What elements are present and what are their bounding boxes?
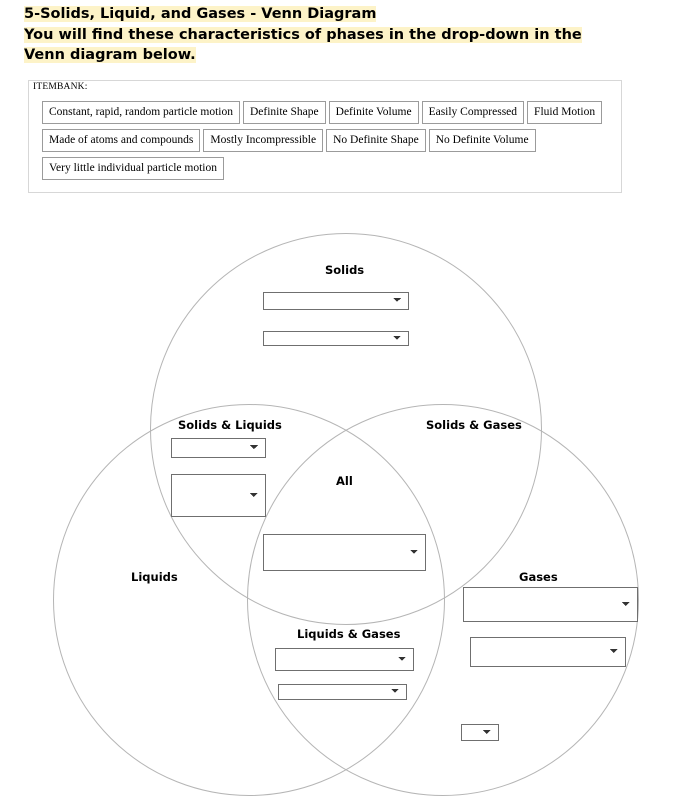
- venn-diagram: [0, 200, 698, 752]
- item-bank-row: [42, 101, 615, 124]
- item-bank-rows: [42, 101, 615, 185]
- item-bank: [28, 80, 622, 193]
- all-dropdown-1[interactable]: [263, 534, 426, 571]
- item-bank-chip[interactable]: No Definite Volume: [429, 129, 536, 152]
- label-solids: Solids: [325, 263, 365, 277]
- item-bank-chip[interactable]: Definite Volume: [329, 101, 419, 124]
- item-bank-chip[interactable]: Made of atoms and compounds: [42, 129, 200, 152]
- liquids-gases-dropdown-1[interactable]: [275, 648, 414, 671]
- bottom-dropdown-1[interactable]: [461, 724, 499, 741]
- label-all: All: [336, 474, 353, 488]
- item-bank-row: [42, 157, 615, 180]
- solids-dropdown-1[interactable]: [263, 292, 409, 310]
- item-bank-chip[interactable]: Very little individual particle motion: [42, 157, 224, 180]
- label-gases: Gases: [519, 570, 558, 584]
- item-bank-row: [42, 129, 615, 152]
- item-bank-label: ITEMBANK:: [33, 82, 88, 92]
- item-bank-chip[interactable]: Constant, rapid, random particle motion: [42, 101, 240, 124]
- label-solids-liquids: Solids & Liquids: [178, 418, 282, 432]
- solids-liquids-dropdown-1[interactable]: [171, 438, 266, 458]
- page-instructions: You will find these characteristics of phases in the drop-down in the Venn diagram below.: [24, 27, 582, 63]
- gases-dropdown-2[interactable]: [470, 637, 626, 667]
- item-bank-chip[interactable]: No Definite Shape: [326, 129, 426, 152]
- liquids-gases-dropdown-2[interactable]: [278, 684, 407, 700]
- label-liquids-gases: Liquids & Gases: [297, 627, 401, 641]
- solids-dropdown-2[interactable]: [263, 331, 409, 346]
- item-bank-chip[interactable]: Easily Compressed: [422, 101, 524, 124]
- page-title: 5-Solids, Liquid, and Gases - Venn Diagram: [24, 6, 377, 22]
- item-bank-chip[interactable]: Definite Shape: [243, 101, 326, 124]
- item-bank-chip[interactable]: Fluid Motion: [527, 101, 602, 124]
- item-bank-chip[interactable]: Mostly Incompressible: [203, 129, 323, 152]
- page-heading: [24, 4, 624, 65]
- solids-liquids-dropdown-2[interactable]: [171, 474, 266, 517]
- label-solids-gases: Solids & Gases: [426, 418, 522, 432]
- gases-dropdown-1[interactable]: [463, 587, 638, 622]
- label-liquids: Liquids: [131, 570, 178, 584]
